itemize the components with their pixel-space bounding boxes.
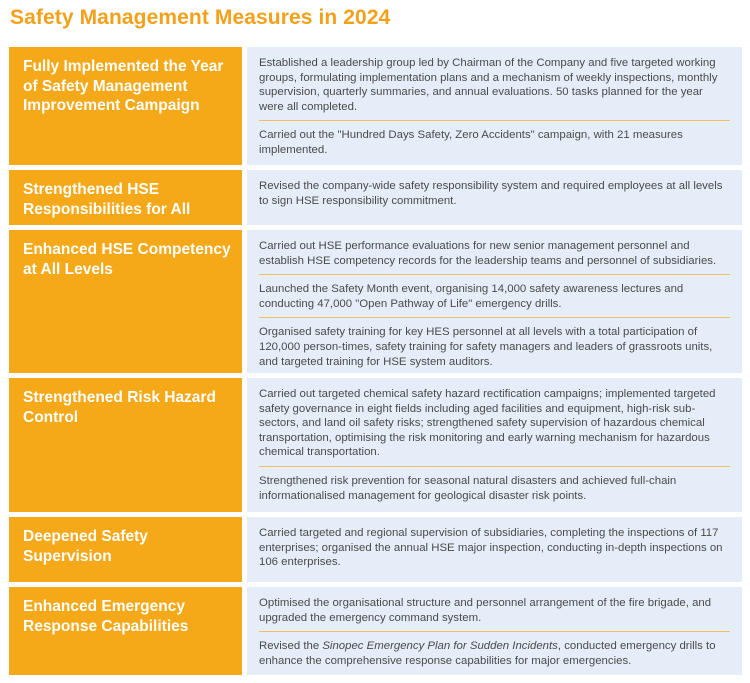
section-category: Enhanced Emergency Response Capabilities	[9, 587, 242, 675]
section-category: Strengthened HSE Responsibilities for All	[9, 170, 242, 225]
measure-item: Organised safety training for key HES personnel at all levels with a total participation of 120,000 person-times, safety training for safety managers and leaders of grassroots units, and targeted training for HSE system auditors.	[259, 317, 730, 375]
section-items	[247, 587, 742, 675]
measure-item: Carried out HSE performance evaluations for new senior management personnel and establish HSE competency records for the leadership teams and personnel of subsidiaries.	[259, 240, 717, 267]
section-category: Enhanced HSE Competency at All Levels	[9, 230, 242, 373]
measure-item: Strengthened risk prevention for seasonal natural disasters and achieved full-chain informationalised management for geological disaster risk points.	[259, 466, 730, 509]
section-row	[9, 170, 742, 225]
section-category: Strengthened Risk Hazard Control	[9, 378, 242, 512]
section-row	[9, 587, 742, 675]
measure-item: Launched the Safety Month event, organising 14,000 safety awareness lectures and conducting 47,000 "Open Pathway of Life" emergency drills.	[259, 274, 730, 317]
measure-item: Established a leadership group led by Chairman of the Company and five targeted working groups, formulating implementation plans and a mechanism of weekly inspections, monthly supervision, quarterly summaries, and annual evaluations. 50 tasks planned for the year were all completed.	[259, 57, 718, 113]
measure-item: Optimised the organisational structure and personnel arrangement of the fire brigade, and upgraded the emergency command system.	[259, 597, 712, 624]
measure-item: Carried out targeted chemical safety hazard rectification campaigns; implemented targeted safety governance in eight fields including aged facilities and equipment, high-risk sub-sectors, and land oil safety risks; strengthened safety supervision of hazardous chemical transportation, optimising the risk monitoring and early warning mechanism for hazardous chemical transportation.	[259, 388, 716, 459]
section-items	[247, 230, 742, 373]
measure-item: Carried out the "Hundred Days Safety, Zero Accidents" campaign, with 21 measures implemented.	[259, 120, 730, 163]
measure-item	[259, 631, 730, 674]
section-row	[9, 230, 742, 373]
section-row	[9, 378, 742, 512]
section-row	[9, 47, 742, 165]
section-items	[247, 378, 742, 512]
measures-table	[9, 47, 742, 680]
section-items	[247, 517, 742, 582]
section-category: Deepened Safety Supervision	[9, 517, 242, 582]
page-title: Safety Management Measures in 2024	[10, 6, 391, 29]
measure-item: Carried targeted and regional supervision of subsidiaries, completing the inspections of 117 enterprises; organised the annual HSE major inspection, conducting in-depth inspections on 106 enterprises.	[259, 527, 723, 569]
section-category: Fully Implemented the Year of Safety Management Improvement Campaign	[9, 47, 242, 165]
section-items	[247, 47, 742, 165]
section-row	[9, 517, 742, 582]
measure-item: Revised the company-wide safety responsibility system and required employees at all levels to sign HSE responsibility commitment.	[259, 180, 723, 207]
measure-text: Revised the	[259, 640, 323, 653]
section-items	[247, 170, 742, 225]
measure-text: , conducted emergency drills to enhance the comprehensive response capabilities for major emergencies.	[259, 640, 716, 667]
plan-title-italic: Sinopec Emergency Plan for Sudden Incidents	[322, 640, 558, 653]
